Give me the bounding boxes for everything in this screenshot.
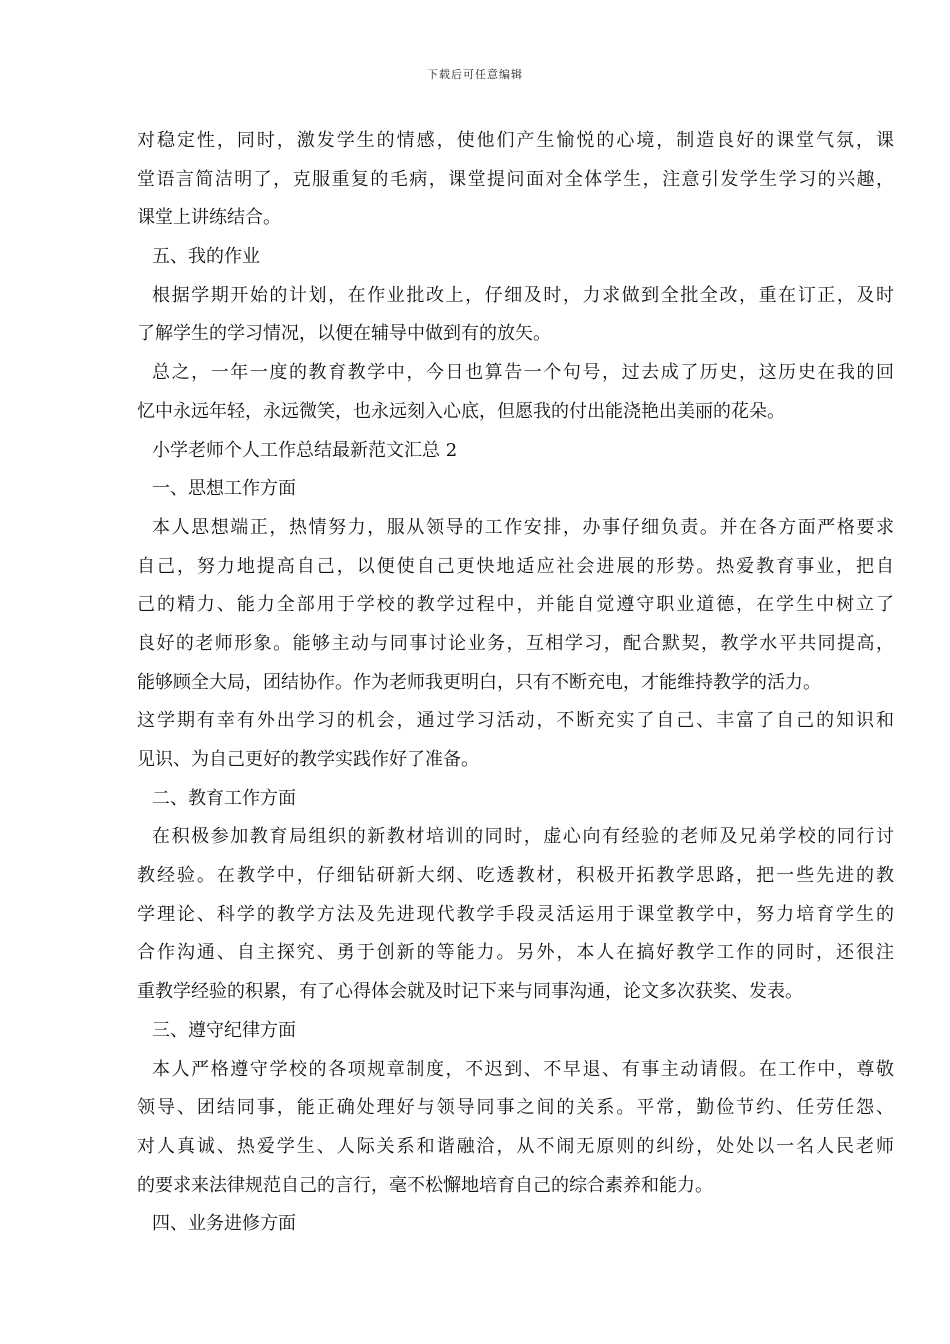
text-line: 本人思想端正，热情努力，服从领导的工作安排，办事仔细负责。并在各方面严格要求 — [152, 516, 894, 538]
text-line: 忆中永远年轻，永远微笑，也永远刻入心底，但愿我的付出能浇艳出美丽的花朵。 — [137, 400, 785, 422]
text-line: 四、业务进修方面 — [152, 1213, 296, 1235]
text-line: 学理论、科学的教学方法及先进现代教学手段灵活运用于课堂教学中，努力培育学生的 — [137, 903, 894, 925]
text-line: 二、教育工作方面 — [152, 787, 296, 809]
text-line: 对人真诚、热爱学生、人际关系和谐融洽，从不闹无原则的纠纷，处处以一名人民老师 — [137, 1135, 894, 1157]
text-line: 合作沟通、自主探究、勇于创新的等能力。另外，本人在搞好教学工作的同时，还很注 — [137, 942, 894, 964]
text-line: 课堂上讲练结合。 — [137, 207, 281, 229]
text-line: 总之，一年一度的教育教学中，今日也算告一个句号，过去成了历史，这历史在我的回 — [152, 362, 894, 384]
text-line: 能够顾全大局，团结协作。作为老师我更明白，只有不断充电，才能维持教学的活力。 — [137, 671, 821, 693]
text-line: 见识、为自己更好的教学实践作好了准备。 — [137, 749, 479, 770]
text-line: 五、我的作业 — [152, 246, 260, 268]
text-line: 在积极参加教育局组织的新教材培训的同时，虚心向有经验的老师及兄弟学校的同行讨 — [152, 826, 894, 848]
text-line: 根据学期开始的计划，在作业批改上，仔细及时，力求做到全批全改，重在订正，及时 — [152, 284, 894, 306]
page-header: 下载后可任意编辑 — [427, 68, 523, 81]
text-line: 重教学经验的积累，有了心得体会就及时记下来与同事沟通，论文多次获奖、发表。 — [137, 981, 803, 1003]
text-line: 了解学生的学习情况，以便在辅导中做到有的放矢。 — [137, 323, 551, 345]
text-line: 小学老师个人工作总结最新范文汇总 2 — [152, 439, 458, 461]
text-line: 自己，努力地提高自己，以便使自己更快地适应社会进展的形势。热爱教育事业，把自 — [137, 555, 894, 577]
text-line: 本人严格遵守学校的各项规章制度，不迟到、不早退、有事主动请假。在工作中，尊敬 — [152, 1058, 894, 1080]
text-line: 良好的老师形象。能够主动与同事讨论业务，互相学习，配合默契，教学水平共同提高， — [137, 632, 894, 654]
text-line: 这学期有幸有外出学习的机会，通过学习活动，不断充实了自己、丰富了自己的知识和 — [137, 710, 894, 732]
text-line: 教经验。在教学中，仔细钻研新大纲、吃透教材，积极开拓教学思路，把一些先进的教 — [137, 865, 894, 887]
text-line: 领导、团结同事，能正确处理好与领导同事之间的关系。平常，勤俭节约、任劳任怨、 — [137, 1097, 894, 1119]
text-line: 三、遵守纪律方面 — [152, 1019, 296, 1041]
text-line: 堂语言简洁明了，克服重复的毛病，课堂提问面对全体学生，注意引发学生学习的兴趣， — [137, 168, 894, 190]
text-line: 一、思想工作方面 — [152, 478, 296, 500]
text-line: 对稳定性，同时，激发学生的情感，使他们产生愉悦的心境，制造良好的课堂气氛，课 — [137, 130, 894, 151]
document-body — [137, 122, 894, 1244]
text-line: 己的精力、能力全部用于学校的教学过程中，并能自觉遵守职业道德，在学生中树立了 — [137, 594, 894, 616]
text-line: 的要求来法律规范自己的言行，毫不松懈地培育自己的综合素养和能力。 — [137, 1174, 713, 1196]
